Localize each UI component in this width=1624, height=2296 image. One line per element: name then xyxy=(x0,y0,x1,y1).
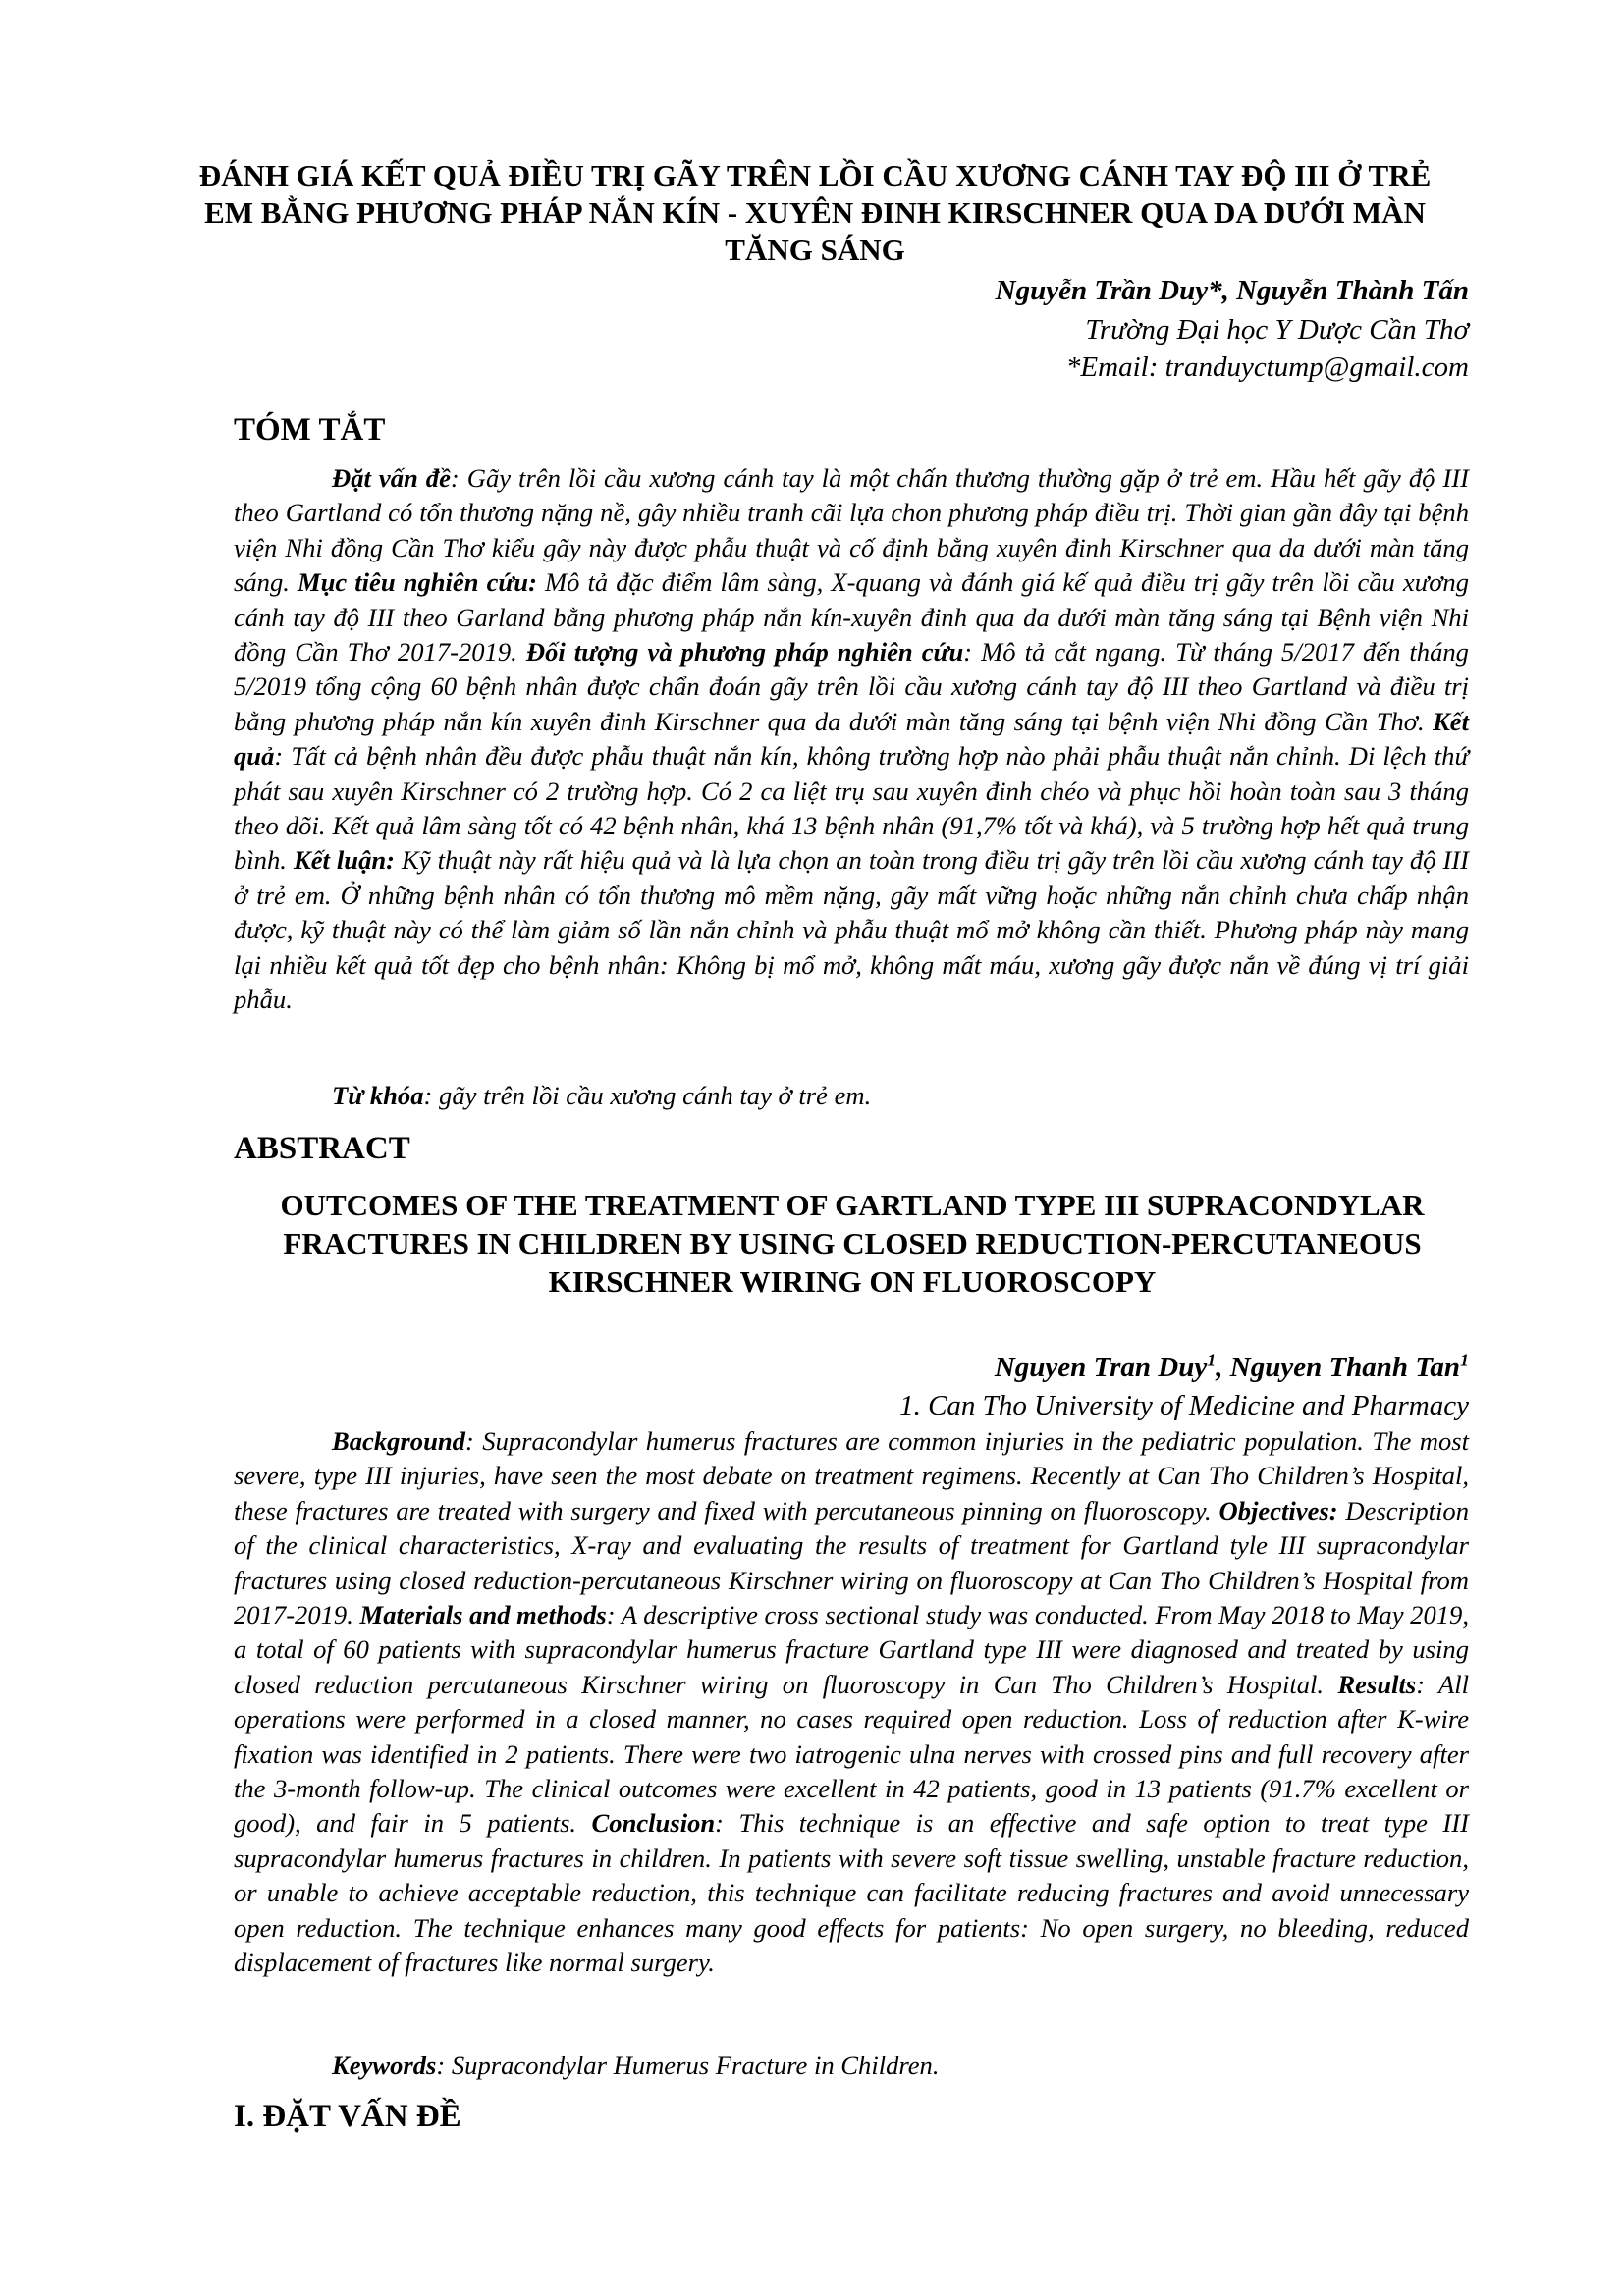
abstract-en-text-background: : Supracondylar humerus fractures are common injuries in the pediatric population. The most severe, type III injuries, have seen the most debate on treatment regimens. Recently at Can Tho Children’s Hospital, these fractures are treated with surgery and fixed with percutaneous pinning on fluoroscopy. xyxy=(234,1426,1469,1525)
abstract-vn-label-background: Đặt vấn đề xyxy=(332,463,451,493)
affiliation-english: 1. Can Tho University of Medicine and Pharmacy xyxy=(899,1390,1469,1421)
abstract-vn-text-results: : Tất cả bệnh nhân đều được phẫu thuật nắn kín, không trường hợp nào phải phẫu thuật nắn chỉnh. Di lệch thứ phát sau xuyên Kirschner có 2 trường hợp. Có 2 ca liệt trụ sau xuyên đinh chéo và phục hồi hoàn toàn sau 3 tháng theo dõi. Kết quả lâm sàng tốt có 42 bệnh nhân, khá 13 bệnh nhân (91,7% tốt và khá), và 5 trường hợp hết quả trung bình. xyxy=(234,741,1469,876)
abstract-en-text-objectives: Description of the clinical characteristics, X-ray and evaluating the results of treatment for Gartland tyle III supracondylar fractures using closed reduction-percutaneous Kirschner wiring on fluoroscopy at Can Tho Children’s Hospital from 2017-2019. xyxy=(234,1495,1469,1630)
authors-vietnamese: Nguyễn Trần Duy*, Nguyễn Thành Tấn xyxy=(995,275,1469,306)
keywords-vietnamese xyxy=(234,1079,1469,1113)
abstract-en-text-methods: : A descriptive cross sectional study was conducted. From May 2018 to May 2019, a total of 60 patients with supracondylar humerus fracture Gartland type III were diagnosed and treated by using closed reduction percutaneous Kirschner wiring on fluoroscopy in Can Tho Children’s Hospital. xyxy=(234,1600,1470,1699)
paper-title-english: OUTCOMES OF THE TREATMENT OF GARTLAND TYPE III SUPRACONDYLAR FRACTURES IN CHILDREN BY USING CLOSED REDUCTION-PERCUTANEOUS KIRSCHNER WIRING ON FLUOROSCOPY xyxy=(280,1188,1425,1299)
authors-english xyxy=(995,1350,1469,1386)
corresponding-email: *Email: tranduyctump@gmail.com xyxy=(1065,351,1469,383)
paper-title-vietnamese: ĐÁNH GIÁ KẾT QUẢ ĐIỀU TRỊ GÃY TRÊN LỒI CẦU XƯƠNG CÁNH TAY ĐỘ III Ở TRẺ EM BẰNG PHƯƠNG PHÁP NẮN KÍN - XUYÊN ĐINH KIRSCHNER QUA DA DƯỚI MÀN TĂNG SÁNG xyxy=(198,158,1432,267)
abstract-en-text-conclusion: : This technique is an effective and safe option to treat type III supracondylar humerus fractures in children. In patients with severe soft tissue swelling, unstable fracture reduction, or unable to achieve acceptable reduction, this technique can facilitate reducing fractures and avoid unnecessary open reduction. The technique enhances many good effects for patients: No open surgery, no bleeding, reduced displacement of fractures like normal surgery. xyxy=(234,1808,1469,1978)
abstract-en-label-methods: Materials and methods xyxy=(359,1600,607,1630)
section-1-heading: I. ĐẶT VẤN ĐỀ xyxy=(234,2099,461,2134)
abstract-english xyxy=(234,1424,1469,1981)
keywords-vn-label: Từ khóa xyxy=(332,1081,424,1110)
abstract-en-label-conclusion: Conclusion xyxy=(591,1808,716,1839)
affiliation-vietnamese: Trường Đại học Y Dược Cần Thơ xyxy=(1085,314,1469,346)
abstract-en-label-background: Background xyxy=(332,1426,465,1456)
abstract-vn-text-methods: : Mô tả cắt ngang. Từ tháng 5/2017 đến tháng 5/2019 tổng cộng 60 bệnh nhân được chẩn đoán gãy trên lồi cầu xương cánh tay độ III theo Gartland và điều trị bằng phương pháp nắn kín xuyên đinh Kirschner qua da dưới màn tăng sáng tại bệnh viện Nhi đồng Cần Thơ. xyxy=(234,637,1469,736)
abstract-vn-label-conclusion: Kết luận: xyxy=(293,845,396,876)
abstract-vn-label-methods: Đối tượng và phương pháp nghiên cứu xyxy=(525,637,964,667)
abstract-en-label-results: Results xyxy=(1337,1669,1417,1699)
abstract-vietnamese xyxy=(234,461,1469,1018)
abstract-vn-text-objectives: Mô tả đặc điểm lâm sàng, X-quang và đánh giá kế quả điều trị gãy trên lồi cầu xương cánh tay độ III theo Garland bằng phương pháp nắn kín-xuyên đinh qua da dưới màn tăng sáng tại Bệnh viện Nhi đồng Cần Thơ 2017-2019. xyxy=(234,567,1469,667)
keywords-vn-text: : gãy trên lồi cầu xương cánh tay ở trẻ em. xyxy=(423,1081,872,1110)
abstract-vn-label-results: Kết quả xyxy=(234,706,1469,772)
abstract-vn-label-objectives: Mục tiêu nghiên cứu: xyxy=(297,567,537,598)
tomtat-heading: TÓM TẮT xyxy=(234,412,386,448)
abstract-vn-text-conclusion: Kỹ thuật này rất hiệu quả và là lựa chọn an toàn trong điều trị gãy trên lồi cầu xương cánh tay độ III ở trẻ em. Ở những bệnh nhân có tổn thương mô mềm nặng, gãy mất vững hoặc những nắn chỉnh chưa chấp nhận được, kỹ thuật này có thể làm giảm số lần nắn chỉnh và phẫu thuật mổ mở không cần thiết. Phương pháp này mang lại nhiều kết quả tốt đẹp cho bệnh nhân: Không bị mổ mở, không mất máu, xương gãy được nắn về đúng vị trí giải phẫu. xyxy=(234,845,1470,1015)
author-1: Nguyen Tran Duy xyxy=(994,1352,1208,1383)
author-2: Nguyen Thanh Tan xyxy=(1229,1352,1460,1383)
author-2-affiliation-mark: 1 xyxy=(1460,1350,1469,1370)
abstract-vn-text-background: : Gãy trên lồi cầu xương cánh tay là một chấn thương thường gặp ở trẻ em. Hầu hết gãy độ III theo Gartland có tổn thương nặng nề, gây nhiều tranh cãi lựa chon phương pháp điều trị. Thời gian gần đây tại bệnh viện Nhi đồng Cần Thơ kiểu gãy này được phẫu thuật và cố định bằng xuyên đinh Kirschner qua da dưới màn tăng sáng. xyxy=(234,463,1469,598)
keywords-en-text: : Supracondylar Humerus Fracture in Children. xyxy=(436,2051,940,2080)
abstract-en-text-results: : All operations were performed in a closed manner, no cases required open reduction. Loss of reduction after K-wire fixation was identified in 2 patients. There were two iatrogenic ulna nerves with crossed pins and full recovery after the 3-month follow-up. The clinical outcomes were excellent in 42 patients, good in 13 patients (91.7% excellent or good), and fair in 5 patients. xyxy=(234,1669,1470,1839)
abstract-en-label-objectives: Objectives: xyxy=(1218,1495,1338,1525)
keywords-en-label: Keywords xyxy=(332,2051,437,2080)
abstract-heading: ABSTRACT xyxy=(234,1131,410,1166)
author-separator: , xyxy=(1216,1352,1230,1383)
keywords-english xyxy=(234,2049,1469,2083)
author-1-affiliation-mark: 1 xyxy=(1207,1350,1217,1370)
